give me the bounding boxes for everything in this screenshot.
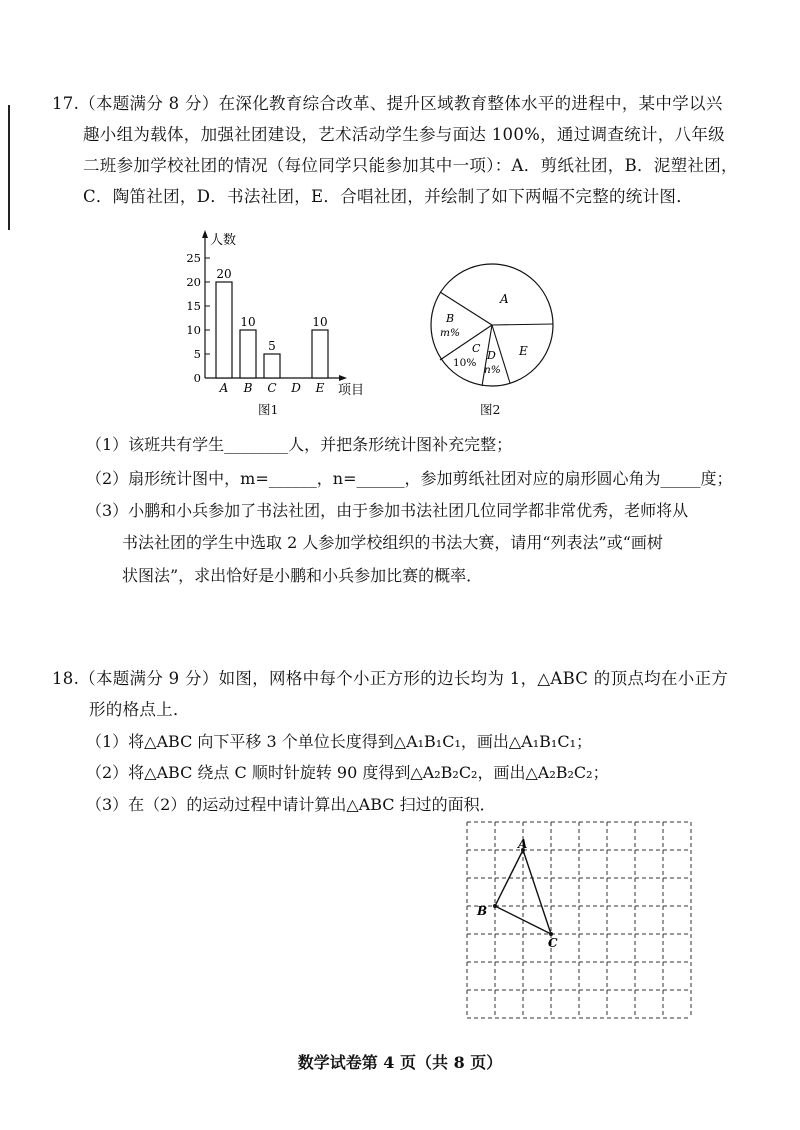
- x-tick-label: E: [315, 381, 325, 395]
- x-tick-label: C: [267, 381, 277, 395]
- q17-sub-3-cont: 书法社团的学生中选取 2 人参加学校组织的书法大赛，请用“列表法”或“画树: [122, 533, 663, 552]
- bar-value-label: 10: [312, 315, 328, 329]
- q18-sub-1: （1）将△ABC 向下平移 3 个单位长度得到△A₁B₁C₁，画出△A₁B₁C₁；: [86, 732, 592, 751]
- grid-triangle-figure: [462, 818, 698, 1024]
- x-tick-label: D: [291, 381, 301, 395]
- x-tick-label: B: [243, 381, 253, 395]
- pie-text-b: m%: [440, 327, 460, 339]
- y-tick-label: 5: [193, 347, 201, 361]
- figure-2-caption: 图2: [480, 402, 501, 417]
- page-footer: 数学试卷第 4 页（共 8 页）: [297, 1053, 503, 1072]
- q17-sub-3-cont: 状图法”，求出恰好是小鹏和小兵参加比赛的概率．: [122, 566, 483, 585]
- pie-label-e: E: [519, 344, 528, 358]
- pie-text-c: 10%: [453, 357, 477, 369]
- x-tick-label: A: [219, 381, 229, 395]
- pie-label-a: A: [500, 292, 509, 306]
- y-tick-label: 0: [193, 371, 201, 385]
- y-axis-arrow: [202, 230, 208, 238]
- q17-line: 17.（本题满分 8 分）在深化教育综合改革、提升区域教育整体水平的进程中，某中学以兴: [52, 94, 723, 113]
- y-tick-label: 15: [186, 299, 201, 313]
- question-17-text: [52, 88, 738, 212]
- margin-line: [8, 105, 10, 230]
- x-axis-arrow: [339, 375, 347, 381]
- y-axis-label: 人数: [210, 233, 237, 248]
- pie-label-c: C: [472, 342, 481, 355]
- q17-sub-2: （2）扇形统计图中，m=______，n=______，参加剪纸社团对应的扇形圆心角为_____度；: [86, 469, 733, 488]
- x-axis-label: 项目: [338, 383, 365, 398]
- label-a: A: [518, 837, 528, 851]
- label-b: B: [477, 904, 488, 918]
- q17-line: C．陶笛社团，D．书法社团，E．合唱社团，并绘制了如下两幅不完整的统计图．: [83, 187, 693, 206]
- pie-chart-figure-2: [420, 262, 570, 392]
- q17-line: 二班参加学校社团的情况（每位同学只能参加其中一项）：A．剪纸社团，B．泥塑社团，: [83, 156, 738, 175]
- bar: [240, 330, 256, 378]
- q18-line: 形的格点上．: [89, 700, 190, 719]
- y-tick-label: 10: [186, 323, 201, 337]
- q18-sub-3: （3）在（2）的运动过程中请计算出△ABC 扫过的面积．: [86, 795, 496, 814]
- question-18-text: [52, 663, 729, 725]
- q18-line: 18.（本题满分 9 分）如图，网格中每个小正方形的边长均为 1，△ABC 的顶点均在小正方: [52, 669, 729, 688]
- q17-sub-3: （3）小鹏和小兵参加了书法社团，由于参加书法社团几位同学都非常优秀，老师将从: [86, 501, 689, 520]
- bar: [216, 282, 232, 378]
- pie-label-b: B: [446, 312, 455, 325]
- figure-1-caption: 图1: [258, 402, 279, 417]
- q17-sub-1: （1）该班共有学生________人，并把条形统计图补充完整；: [86, 435, 513, 454]
- label-c: C: [548, 936, 558, 950]
- vertex-b: [493, 904, 497, 908]
- y-tick-label: 25: [186, 251, 201, 265]
- bar-chart-figure-1: [180, 228, 380, 398]
- q18-sub-2: （2）将△ABC 绕点 C 顺时针旋转 90 度得到△A₂B₂C₂，画出△A₂B₂C₂；: [86, 763, 609, 782]
- pie-divider: [492, 324, 553, 325]
- y-tick-label: 20: [186, 275, 201, 289]
- bar-value-label: 20: [216, 267, 232, 281]
- bar-value-label: 5: [268, 339, 276, 353]
- bar: [312, 330, 328, 378]
- bar-value-label: 10: [240, 315, 256, 329]
- q17-line: 趣小组为载体，加强社团建设，艺术活动学生参与面达 100%，通过调查统计，八年级: [83, 125, 725, 144]
- bar: [264, 354, 280, 378]
- pie-text-d: n%: [484, 364, 501, 376]
- pie-label-d: D: [487, 349, 496, 362]
